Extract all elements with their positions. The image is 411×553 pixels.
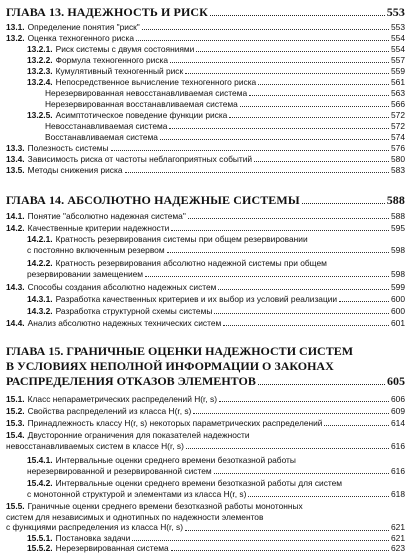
chapter-title: ГЛАВА 13. НАДЕЖНОСТЬ И РИСК (6, 5, 208, 19)
toc-entry[interactable]: 13.2. Оценка техногенного риска 554 (6, 33, 405, 43)
toc-entry[interactable]: 15.5.1. Постановка задачи 621 (27, 533, 405, 543)
toc-entry[interactable]: 15.4.1. Интервальные оценки среднего времени безотказной работы нерезервированной и резервированной систем 616 (27, 455, 405, 476)
toc-entry[interactable]: 13.2.2. Формула техногенного риска 557 (27, 55, 405, 65)
toc-entry[interactable]: 15.5. Граничные оценки среднего времени безотказной работы монотонных систем для независимых и однотипных по надежности элементов с функциями распределения из класса H(r, s) 621 (6, 501, 405, 533)
toc-entry[interactable]: 13.2.4. Непосредственное вычисление техногенного риска 561 (27, 77, 405, 87)
toc-entry[interactable]: 15.2. Свойства распределений из класса H(r, s) 609 (6, 406, 405, 416)
chapter-title: ГЛАВА 14. АБСОЛЮТНО НАДЕЖНЫЕ СИСТЕМЫ (6, 193, 300, 207)
toc-entry[interactable]: 14.2. Качественные критерии надежности 595 (6, 223, 405, 233)
toc-entry[interactable]: Нерезервированная невосстанавливаемая система 563 (45, 88, 405, 98)
toc-entry[interactable]: 14.3.1. Разработка качественных критериев и их выбор из условий реализации 600 (27, 294, 405, 304)
chapter-title-line3: РАСПРЕДЕЛЕНИЯ ОТКАЗОВ ЭЛЕМЕНТОВ (6, 374, 256, 388)
chapter-page: 553 (386, 5, 405, 19)
toc-entry[interactable]: 13.5. Методы снижения риска 583 (6, 165, 405, 175)
chapter-14-heading[interactable] (6, 193, 405, 208)
chapter-15-heading[interactable] (6, 344, 405, 389)
chapter-page: 605 (387, 374, 405, 388)
toc-entry[interactable]: 14.3. Способы создания абсолютно надежных систем 599 (6, 282, 405, 292)
toc-entry[interactable]: Восстанавливаемая система 574 (45, 132, 405, 142)
toc-entry[interactable]: 15.5.2. Нерезервированная система 623 (27, 543, 405, 553)
toc-entry[interactable]: 15.4. Двусторонние ограничения для показателей надежности невосстанавливаемых систем в классе H(r, s) 616 (6, 430, 405, 451)
toc-entry[interactable]: 13.1. Определение понятия "риск" 553 (6, 22, 405, 32)
toc-entry[interactable]: 13.3. Полезность системы 576 (6, 143, 405, 153)
chapter-page: 588 (386, 193, 405, 207)
toc-entry[interactable]: 14.2.2. Кратность резервирования абсолютно надежной системы при общем резервировании замещением 598 (27, 258, 405, 279)
toc-entry[interactable]: Невосстанавливаемая система 572 (45, 121, 405, 131)
toc-entry[interactable]: 14.3.2. Разработка структурной схемы системы 600 (27, 306, 405, 316)
toc-entry[interactable]: 15.3. Принадлежность классу H(r, s) некоторых параметрических распределений 614 (6, 418, 405, 428)
toc-entry[interactable]: 13.2.1. Риск системы с двумя состояниями 554 (27, 44, 405, 54)
toc-entry[interactable]: 13.2.3. Кумулятивный техногенный риск 559 (27, 66, 405, 76)
toc-entry[interactable]: 14.2.1. Кратность резервирования системы при общем резервировании с постоянно включенным резервом 598 (27, 234, 405, 255)
toc-entry[interactable]: 15.1. Класс непараметрических распределений H(r, s) 606 (6, 394, 405, 404)
toc-entry[interactable]: 13.4. Зависимость риска от частоты неблагоприятных событий 580 (6, 154, 405, 164)
toc-entry[interactable]: 14.4. Анализ абсолютно надежных технических систем 601 (6, 318, 405, 328)
toc-entry[interactable]: 15.4.2. Интервальные оценки среднего времени безотказной работы для систем с монотонной структурой и элементами из класса H(r, s) 618 (27, 478, 405, 499)
toc-entry[interactable]: 14.1. Понятие "абсолютно надежная система" 588 (6, 211, 405, 221)
toc-entry[interactable]: 13.2.5. Асимптотическое поведение функции риска 572 (27, 110, 405, 120)
chapter-13-heading[interactable] (6, 5, 405, 20)
chapter-title-line1: ГЛАВА 15. ГРАНИЧНЫЕ ОЦЕНКИ НАДЕЖНОСТИ СИСТЕМ (6, 344, 354, 358)
toc-entry[interactable]: Нерезервированная восстанавливаемая система 566 (45, 99, 405, 109)
chapter-title-line2: В УСЛОВИЯХ НЕПОЛНОЙ ИНФОРМАЦИИ О ЗАКОНАХ (6, 359, 334, 373)
